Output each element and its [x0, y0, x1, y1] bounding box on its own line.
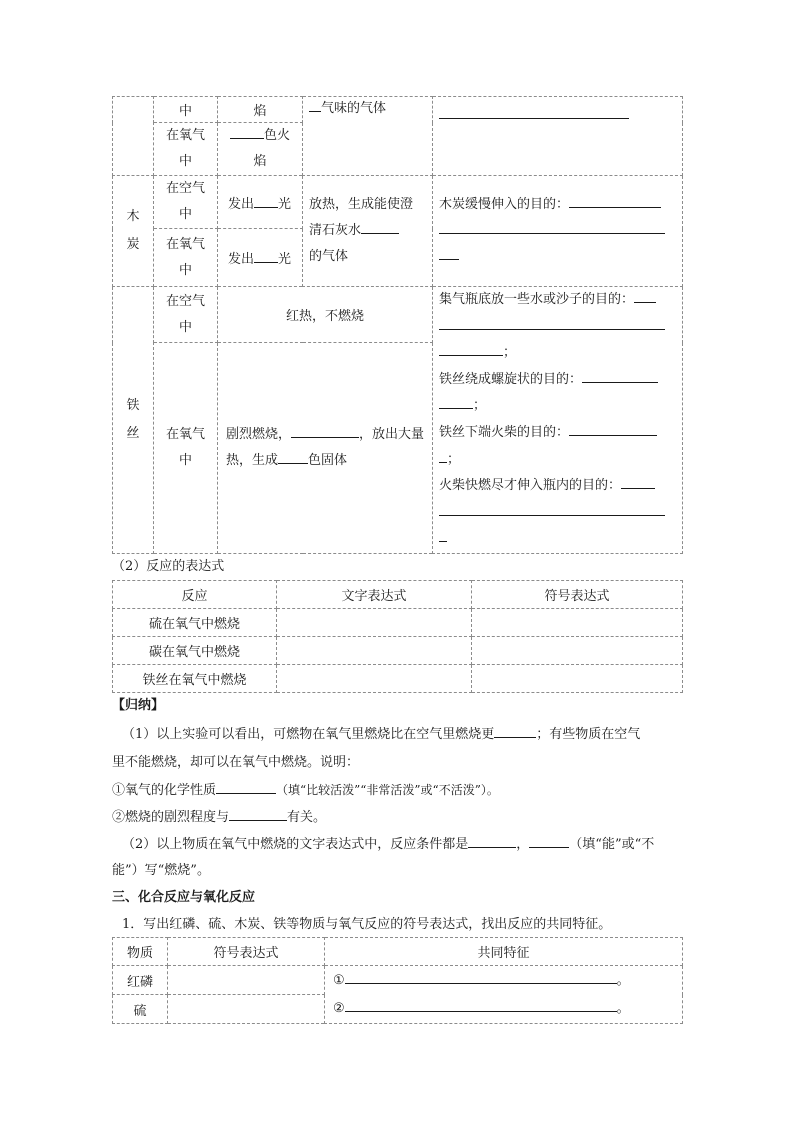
table-row-label: 碳在氧气中燃烧	[113, 637, 277, 665]
blank[interactable]	[494, 724, 536, 738]
sulfur-o2-flame: 色火 焰	[218, 123, 303, 176]
blank[interactable]	[439, 246, 459, 260]
blank[interactable]	[439, 220, 665, 234]
substance-label: 红磷	[113, 966, 168, 995]
sulfur-result: 气味的气体	[303, 97, 433, 176]
combustion-table	[112, 96, 683, 554]
carbon-o2-flame: 发出 光	[218, 229, 303, 287]
iron-name: 铁 丝	[113, 287, 154, 554]
summary-paragraph-1-cont: 里不能燃烧，却可以在氧气中燃烧。说明：	[112, 755, 360, 770]
blank[interactable]	[361, 220, 399, 234]
iron-air-result: 红热，不燃烧	[218, 287, 433, 343]
section-3-title: 三、化合反应与氧化反应	[112, 890, 256, 905]
common-feature-cell: ① 。 ② 。	[325, 966, 683, 1024]
blank[interactable]	[621, 475, 655, 489]
word-expression-input[interactable]	[277, 637, 472, 665]
word-expression-input[interactable]	[277, 665, 472, 693]
table-row-label: 铁丝在氧气中燃烧	[113, 665, 277, 693]
blank[interactable]	[439, 502, 665, 516]
header-symbol-expression: 符号表达式	[472, 581, 683, 609]
iron-air-condition: 在空气 中	[154, 287, 218, 343]
feature-table	[112, 937, 683, 1024]
symbol-expression-input[interactable]	[472, 665, 683, 693]
carbon-o2-condition: 在氧气 中	[154, 229, 218, 287]
blank[interactable]	[216, 780, 276, 794]
summary-paragraph-3: ②燃烧的剧烈程度与 有关。	[112, 806, 326, 825]
blank[interactable]	[278, 450, 308, 464]
blank[interactable]	[291, 424, 359, 438]
blank[interactable]	[345, 998, 617, 1012]
header-substance: 物质	[113, 938, 168, 966]
summary-paragraph-2: ①氧气的化学性质 （填“比较活泼”“非常活泼”或“不活泼”）。	[112, 779, 499, 798]
summary-paragraph-1: （1）以上实验可以看出，可燃物在氧气里燃烧比在空气里燃烧更 ；有些物质在空气	[122, 723, 640, 742]
sulfur-air-condition: 中	[154, 97, 218, 123]
word-expression-input[interactable]	[277, 609, 472, 637]
symbol-expression-input[interactable]	[472, 637, 683, 665]
blank[interactable]	[439, 395, 473, 409]
summary-paragraph-4-cont: 能”）写“燃烧”。	[112, 863, 210, 878]
blank[interactable]	[439, 316, 665, 330]
blank[interactable]	[254, 194, 278, 208]
header-common-feature: 共同特征	[325, 938, 683, 966]
summary-paragraph-4: （2）以上物质在氧气中燃烧的文字表达式中，反应条件都是 ， （填“能”或“不	[122, 833, 654, 852]
carbon-air-condition: 在空气 中	[154, 176, 218, 229]
blank[interactable]	[439, 528, 447, 542]
sulfur-note	[433, 97, 683, 176]
blank[interactable]	[345, 970, 617, 984]
symbol-expression-input[interactable]	[168, 995, 325, 1024]
iron-notes: 集气瓶底放一些水或沙子的目的： ； 铁丝绕成螺旋状的目的： ； 铁丝下端火柴的目的： ； 火柴快燃尽才伸入瓶内的目的：	[433, 287, 683, 554]
carbon-name: 木 炭	[113, 176, 154, 287]
table-row-label: 硫在氧气中燃烧	[113, 609, 277, 637]
sulfur-air-flame: 焰	[218, 97, 303, 123]
blank[interactable]	[569, 194, 661, 208]
iron-o2-condition: 在氧气 中	[154, 343, 218, 554]
blank[interactable]	[229, 807, 287, 821]
blank[interactable]	[569, 422, 657, 436]
section-3-question-1: 1．写出红磷、硫、木炭、铁等物质与氧气反应的符号表达式，找出反应的共同特征。	[122, 917, 612, 932]
blank[interactable]	[582, 369, 658, 383]
symbol-expression-input[interactable]	[168, 966, 325, 995]
blank[interactable]	[230, 125, 264, 139]
blank[interactable]	[309, 98, 321, 112]
carbon-result: 放热，生成能使澄 清石灰水 的气体	[303, 176, 433, 287]
summary-title: 【归纳】	[112, 698, 165, 713]
blank[interactable]	[254, 249, 278, 263]
blank[interactable]	[529, 834, 569, 848]
header-reaction: 反应	[113, 581, 277, 609]
carbon-note: 木炭缓慢伸入的目的：	[433, 176, 683, 287]
blank[interactable]	[468, 834, 516, 848]
substance-label: 硫	[113, 995, 168, 1024]
section-2-title: （2）反应的表达式	[112, 559, 225, 574]
iron-o2-result: 剧烈燃烧， ，放出大量 热，生成 色固体	[218, 343, 433, 554]
expression-table	[112, 580, 683, 693]
sulfur-name-cell	[113, 97, 154, 176]
header-word-expression: 文字表达式	[277, 581, 472, 609]
symbol-expression-input[interactable]	[472, 609, 683, 637]
header-symbol-expression: 符号表达式	[168, 938, 325, 966]
blank[interactable]	[439, 105, 629, 119]
sulfur-o2-condition: 在氧气 中	[154, 123, 218, 176]
blank[interactable]	[439, 342, 503, 356]
blank[interactable]	[439, 449, 447, 463]
carbon-air-flame: 发出 光	[218, 176, 303, 229]
blank[interactable]	[634, 289, 656, 303]
